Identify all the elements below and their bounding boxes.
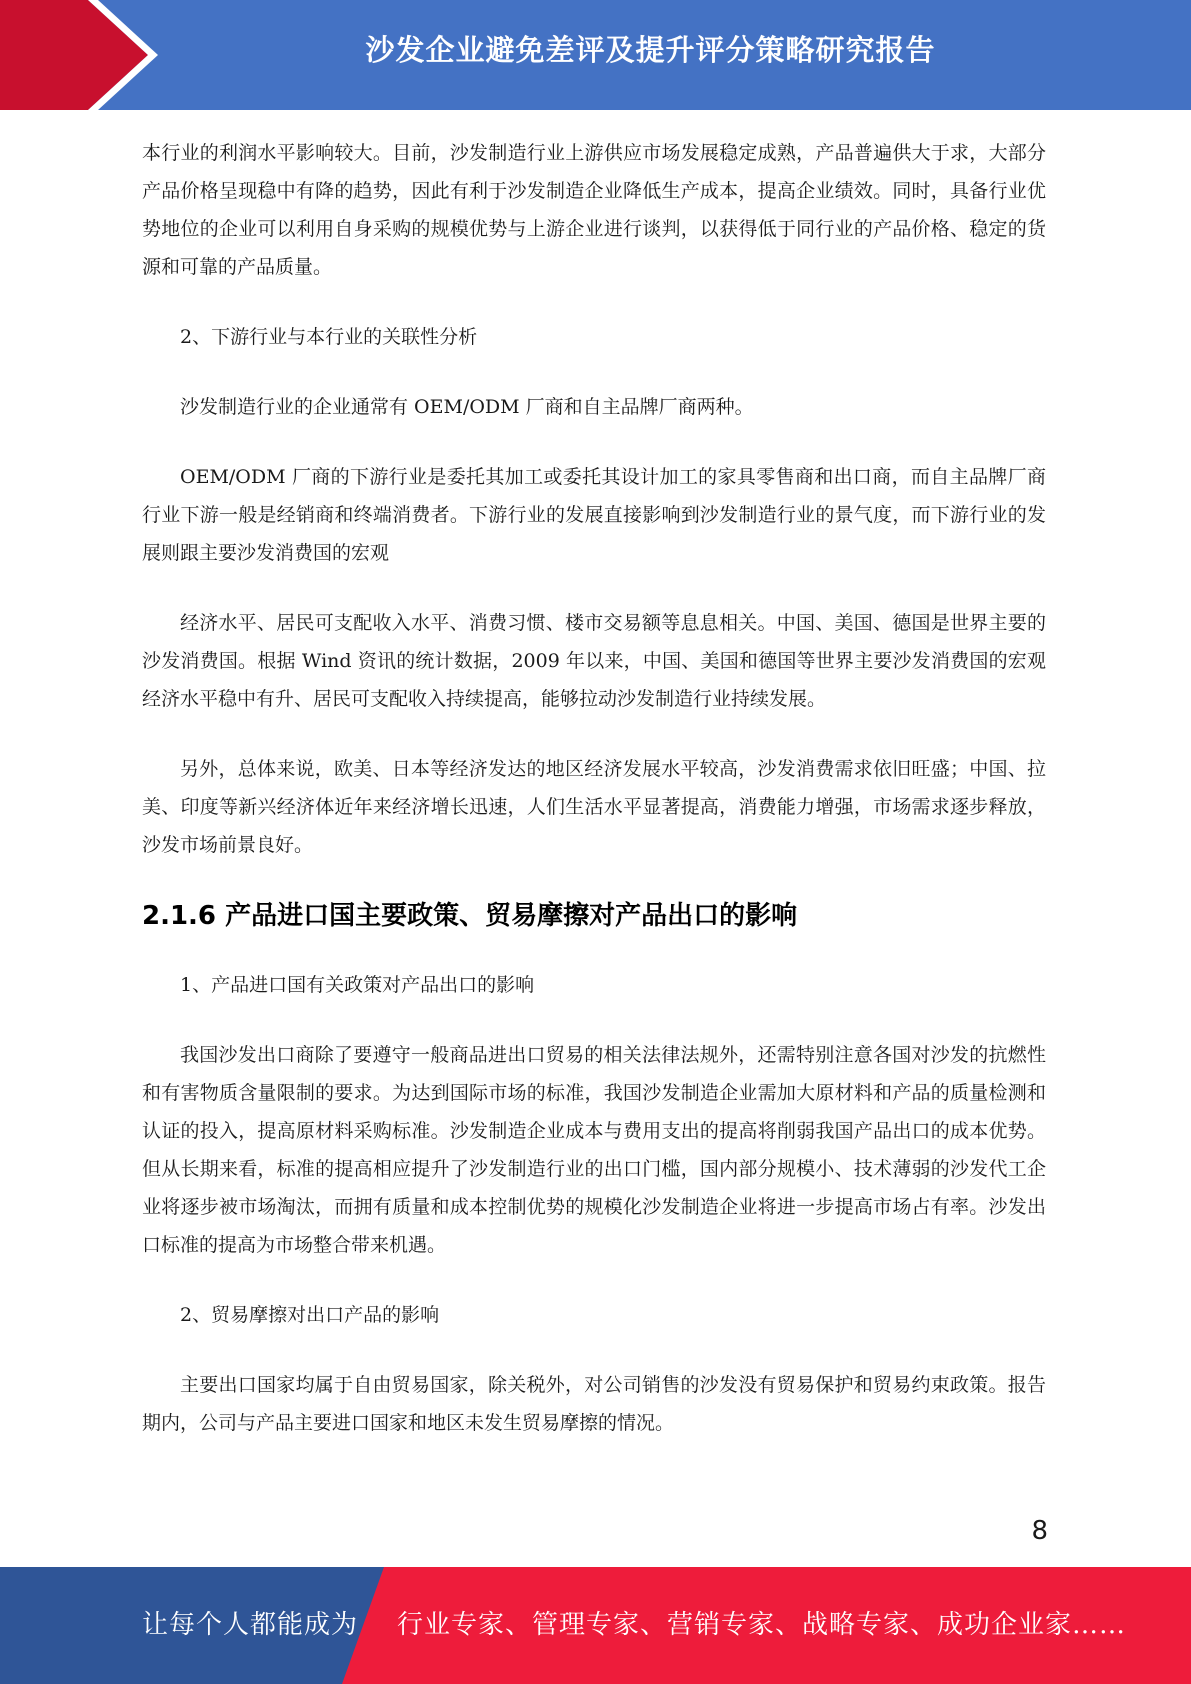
subheading-import-policy: 1、产品进口国有关政策对产品出口的影响 [180,974,535,996]
paragraph-consumer-countries: 经济水平、居民可支配收入水平、消费习惯、楼市交易额等息息相关。中国、美国、德国是世界主要的沙发消费国。根据 Wind 资讯的统计数据，2009 年以来，中国、美国和德国等世界主要沙发消费国的宏观经济水平稳中有升、居民可支配收入持续提高，能够拉动沙发制造行业持续发展。 [142,612,1046,710]
paragraph-market-outlook: 另外，总体来说，欧美、日本等经济发达的地区经济发展水平较高，沙发消费需求依旧旺盛；中国、拉美、印度等新兴经济体近年来经济增长迅速，人们生活水平显著提高，消费能力增强，市场需求逐步释放，沙发市场前景良好。 [142,758,1046,856]
paragraph-manufacturer-types: 沙发制造行业的企业通常有 OEM/ODM 厂商和自主品牌厂商两种。 [180,396,754,418]
paragraph-upstream-continued: 本行业的利润水平影响较大。目前，沙发制造行业上游供应市场发展稳定成熟，产品普遍供大于求，大部分产品价格呈现稳中有降的趋势，因此有利于沙发制造企业降低生产成本，提高企业绩效。同时，具备行业优势地位的企业可以利用自身采购的规模优势与上游企业进行谈判，以获得低于同行业的产品价格、稳定的货源和可靠的产品质量。 [142,142,1046,278]
footer-slogan-right: 行业专家、管理专家、营销专家、战略专家、成功企业家…… [397,1610,1127,1640]
document-body [142,134,1046,1474]
subheading-downstream-relation: 2、下游行业与本行业的关联性分析 [180,326,478,348]
subheading-trade-friction: 2、贸易摩擦对出口产品的影响 [180,1304,440,1326]
page-footer [0,1567,1191,1684]
page-number: 8 [1031,1516,1048,1546]
section-heading-2-1-6: 2.1.6 产品进口国主要政策、贸易摩擦对产品出口的影响 [142,901,798,931]
page-header [0,0,1191,110]
footer-slogan-left: 让每个人都能成为 [142,1610,359,1640]
header-chevron-decoration [0,0,160,110]
paragraph-oem-downstream: OEM/ODM 厂商的下游行业是委托其加工或委托其设计加工的家具零售商和出口商，而自主品牌厂商行业下游一般是经销商和终端消费者。下游行业的发展直接影响到沙发制造行业的景气度，而下游行业的发展则跟主要沙发消费国的宏观 [142,466,1046,564]
paragraph-no-trade-friction: 主要出口国家均属于自由贸易国家，除关税外，对公司销售的沙发没有贸易保护和贸易约束政策。报告期内，公司与产品主要进口国家和地区未发生贸易摩擦的情况。 [142,1374,1046,1434]
report-title: 沙发企业避免差评及提升评分策略研究报告 [365,33,936,67]
paragraph-export-standards: 我国沙发出口商除了要遵守一般商品进出口贸易的相关法律法规外，还需特别注意各国对沙发的抗燃性和有害物质含量限制的要求。为达到国际市场的标准，我国沙发制造企业需加大原材料和产品的质量检测和认证的投入，提高原材料采购标准。沙发制造企业成本与费用支出的提高将削弱我国产品出口的成本优势。但从长期来看，标准的提高相应提升了沙发制造行业的出口门槛，国内部分规模小、技术薄弱的沙发代工企业将逐步被市场淘汰，而拥有质量和成本控制优势的规模化沙发制造企业将进一步提高市场占有率。沙发出口标准的提高为市场整合带来机遇。 [142,1044,1046,1256]
